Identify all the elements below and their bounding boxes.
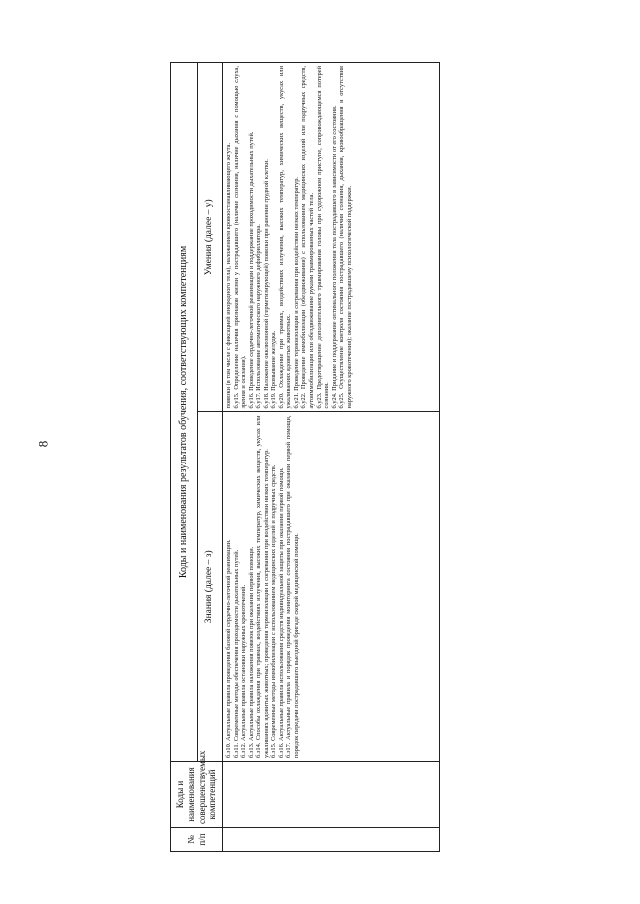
cell-competency <box>223 762 440 828</box>
cell-number <box>223 828 440 852</box>
skill-item: б.у21. Проведение термоизоляции и согревания при воздействии низких температур. <box>292 176 300 409</box>
rotated-table-container <box>170 62 440 852</box>
skill-item: б.у24. Придание и поддержание оптимального положения тела пострадавшего в зависимости от его состояния. <box>330 105 338 409</box>
skill-item: б.у25. Осуществление контроля состояния пострадавшего (наличия сознания, дыхания, кровообращения и отсутствия наружного кровотечения); оказание пострадавшему психологической поддержки. <box>338 66 353 409</box>
knowledge-item: б.з11. Современные методы обеспечения проходимости дыхательных путей. <box>232 549 240 758</box>
knowledge-item: б.з16. Актуальные правила использования средств индивидуальной защиты при оказании первой помощи. <box>277 467 285 758</box>
knowledge-item: б.з14. Способы охлаждения при травмах, воздействиях излучения, высоких температур, химических веществ, укусах или ужаливаниях ядовитых животных; проведения термоизоляции и согревания при воздействии низких температур. <box>255 415 270 758</box>
header-skills: Умения (далее – у) <box>198 63 223 413</box>
knowledge-item: б.з12. Актуальные правила остановки наружных кровотечений. <box>240 584 248 758</box>
knowledge-item: б.з17. Актуальные правила и порядок проведения мониторинга состояния пострадавшего при оказании первой помощи, порядок передачи пострадавшего выездной бригаде скорой медицинской помощи. <box>285 415 300 758</box>
skill-item: б.у19. Промывание желудка. <box>270 330 278 409</box>
competency-table <box>170 62 440 852</box>
skill-item: повязки (в том числе с фиксацией инородного тела), наложением кровоостанавливающего жгута. <box>225 142 232 409</box>
header-number: № п/п <box>171 828 223 852</box>
skill-item: б.у23. Предотвращение дополнительного травмирования головы при судорожном приступе, сопровождающемся потерей сознания. <box>315 66 331 409</box>
skill-item: б.у22. Проведение иммобилизации (обездвиживания) с использованием медицинских изделий или подручных средств, аутоиммобилизация или обездвиживание руками травмированных частей тела. <box>300 66 316 409</box>
knowledge-item: б.з10. Актуальные правила проведения базовой сердечно-легочной реанимации. <box>225 539 232 758</box>
header-learning-results: Коды и наименования результатов обучения, соответствующих компетенциям <box>171 63 198 762</box>
knowledge-item: б.з15. Современные методы иммобилизации с использованием медицинских изделий и подручных средств. <box>270 464 278 758</box>
knowledge-cell <box>223 412 440 762</box>
skill-item: б.у18. Наложение окклюзионной (герметизирующей) повязки при ранении грудной клетки. <box>262 159 270 409</box>
page-number: 8 <box>35 440 51 448</box>
header-competency-codes: Коды и наименования совершенствуемых компетенций <box>171 762 223 828</box>
skill-item: б.у20. Охлаждение при травмах, воздействиях излучения, высоких температур, химических веществ, укусах или ужаливаниях ядовитых животных. <box>277 66 293 409</box>
skills-cell <box>223 63 440 413</box>
skill-item: б.у16. Проведение сердечно-легочной реанимации и поддержание проходимости дыхательных путей. <box>247 131 255 409</box>
header-knowledge: Знания (далее – з) <box>198 412 223 762</box>
knowledge-item: б.з13. Актуальные правила наложения повязок при оказании первой помощи. <box>247 546 255 758</box>
skill-item: б.у17. Использование автоматического наружного дефибриллятора. <box>255 224 263 409</box>
skill-item: б.у15. Определение наличия признаков жизни у пострадавшего (наличие сознания, наличие дыхания с помощью слуха, зрения и осязания). <box>232 66 248 409</box>
